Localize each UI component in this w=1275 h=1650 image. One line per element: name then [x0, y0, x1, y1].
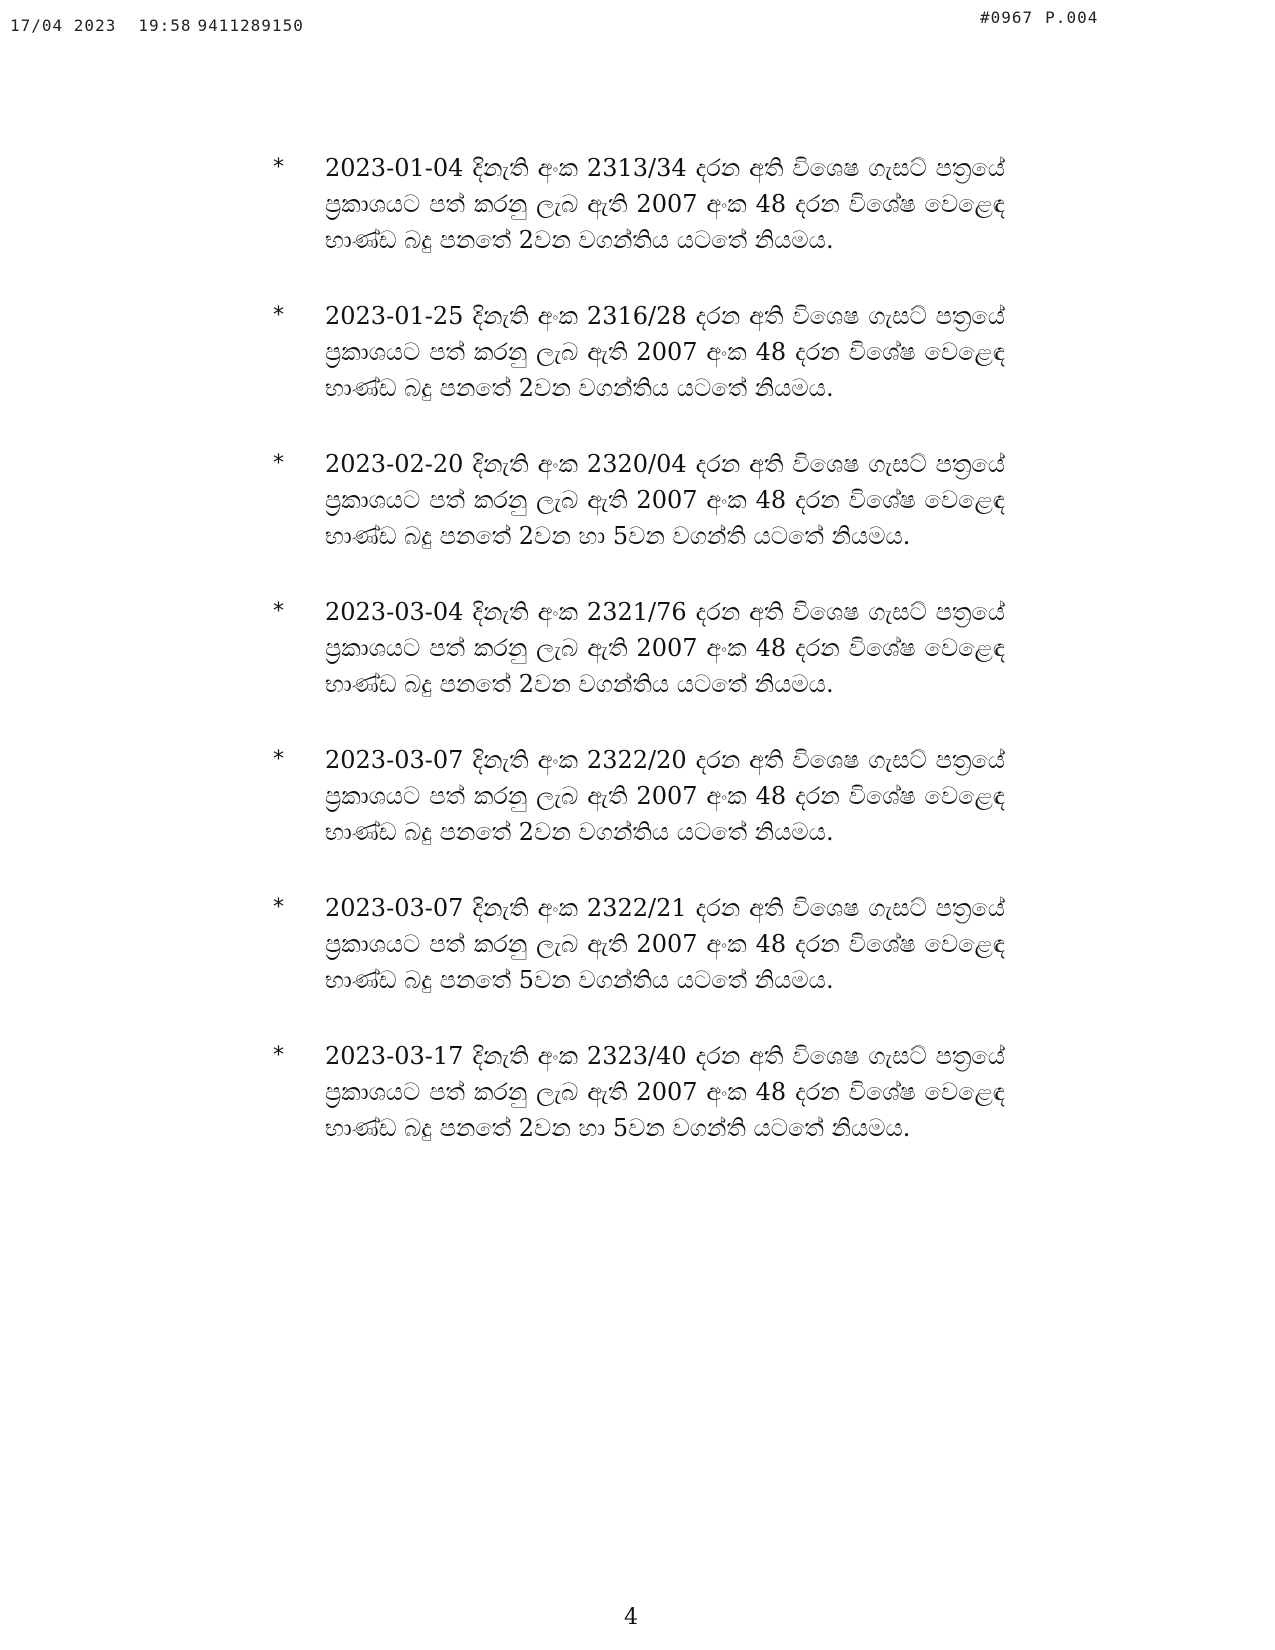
list-item [265, 890, 1005, 998]
list-item [265, 594, 1005, 702]
fax-date: 17/04 2023 [10, 16, 117, 35]
fax-page-id: P.004 [1045, 8, 1099, 27]
fax-header-right [980, 8, 1110, 27]
fax-number: 9411289150 [197, 16, 304, 35]
bullet-asterisk: * [273, 599, 284, 624]
entry-text: 2023-01-04 දිනැති අංක 2313/34 දරන අති විශෙෂ ගැසට් පත්‍රයේ ප්‍රකාශයට පත් කරනු ලැබ ඇති 2007 අංක 48 දරන විශේෂ වෙළෙඳ භාණ්ඩ බදු පනතේ 2වන වගන්තිය යටතේ නියමය. [325, 154, 1005, 254]
fax-job-id: #0967 [980, 8, 1034, 27]
bullet-asterisk: * [273, 747, 284, 772]
fax-time: 19:58 [138, 16, 192, 35]
entry-text: 2023-01-25 දිනැති අංක 2316/28 දරන අති විශෙෂ ගැසට් පත්‍රයේ ප්‍රකාශයට පත් කරනු ලැබ ඇති 2007 අංක 48 දරන විශේෂ වෙළෙඳ භාණ්ඩ බදු පනතේ 2වන වගන්තිය යටතේ නියමය. [325, 302, 1005, 402]
bullet-asterisk: * [273, 155, 284, 180]
list-item [265, 298, 1005, 406]
entry-text: 2023-03-04 දිනැති අංක 2321/76 දරන අති විශෙෂ ගැසට් පත්‍රයේ ප්‍රකාශයට පත් කරනු ලැබ ඇති 2007 අංක 48 දරන විශේෂ වෙළෙඳ භාණ්ඩ බදු පනතේ 2වන වගන්තිය යටතේ නියමය. [325, 598, 1005, 698]
gazette-entry-list [265, 150, 1005, 1186]
entry-text: 2023-03-17 දිනැති අංක 2323/40 දරන අති විශෙෂ ගැසට් පත්‍රයේ ප්‍රකාශයට පත් කරනු ලැබ ඇති 2007 අංක 48 දරන විශේෂ වෙළෙඳ භාණ්ඩ බදු පනතේ 2වන හා 5වන වගන්ති යටතේ නියමය. [325, 1042, 1005, 1142]
fax-header-left [10, 16, 326, 35]
page-number: 4 [624, 1605, 638, 1630]
bullet-asterisk: * [273, 1043, 284, 1068]
list-item [265, 150, 1005, 258]
fax-header [0, 8, 1275, 40]
bullet-asterisk: * [273, 303, 284, 328]
entry-text: 2023-03-07 දිනැති අංක 2322/21 දරන අති විශෙෂ ගැසට් පත්‍රයේ ප්‍රකාශයට පත් කරනු ලැබ ඇති 2007 අංක 48 දරන විශේෂ වෙළෙඳ භාණ්ඩ බදු පනතේ 5වන වගන්තිය යටතේ නියමය. [325, 894, 1005, 994]
bullet-asterisk: * [273, 895, 284, 920]
list-item [265, 1038, 1005, 1146]
list-item [265, 446, 1005, 554]
bullet-asterisk: * [273, 451, 284, 476]
entry-text: 2023-02-20 දිනැති අංක 2320/04 දරන අති විශෙෂ ගැසට් පත්‍රයේ ප්‍රකාශයට පත් කරනු ලැබ ඇති 2007 අංක 48 දරන විශේෂ වෙළෙඳ භාණ්ඩ බදු පනතේ 2වන හා 5වන වගන්ති යටතේ නියමය. [325, 450, 1005, 550]
list-item [265, 742, 1005, 850]
entry-text: 2023-03-07 දිනැති අංක 2322/20 දරන අති විශෙෂ ගැසට් පත්‍රයේ ප්‍රකාශයට පත් කරනු ලැබ ඇති 2007 අංක 48 දරන විශේෂ වෙළෙඳ භාණ්ඩ බදු පනතේ 2වන වගන්තිය යටතේ නියමය. [325, 746, 1005, 846]
